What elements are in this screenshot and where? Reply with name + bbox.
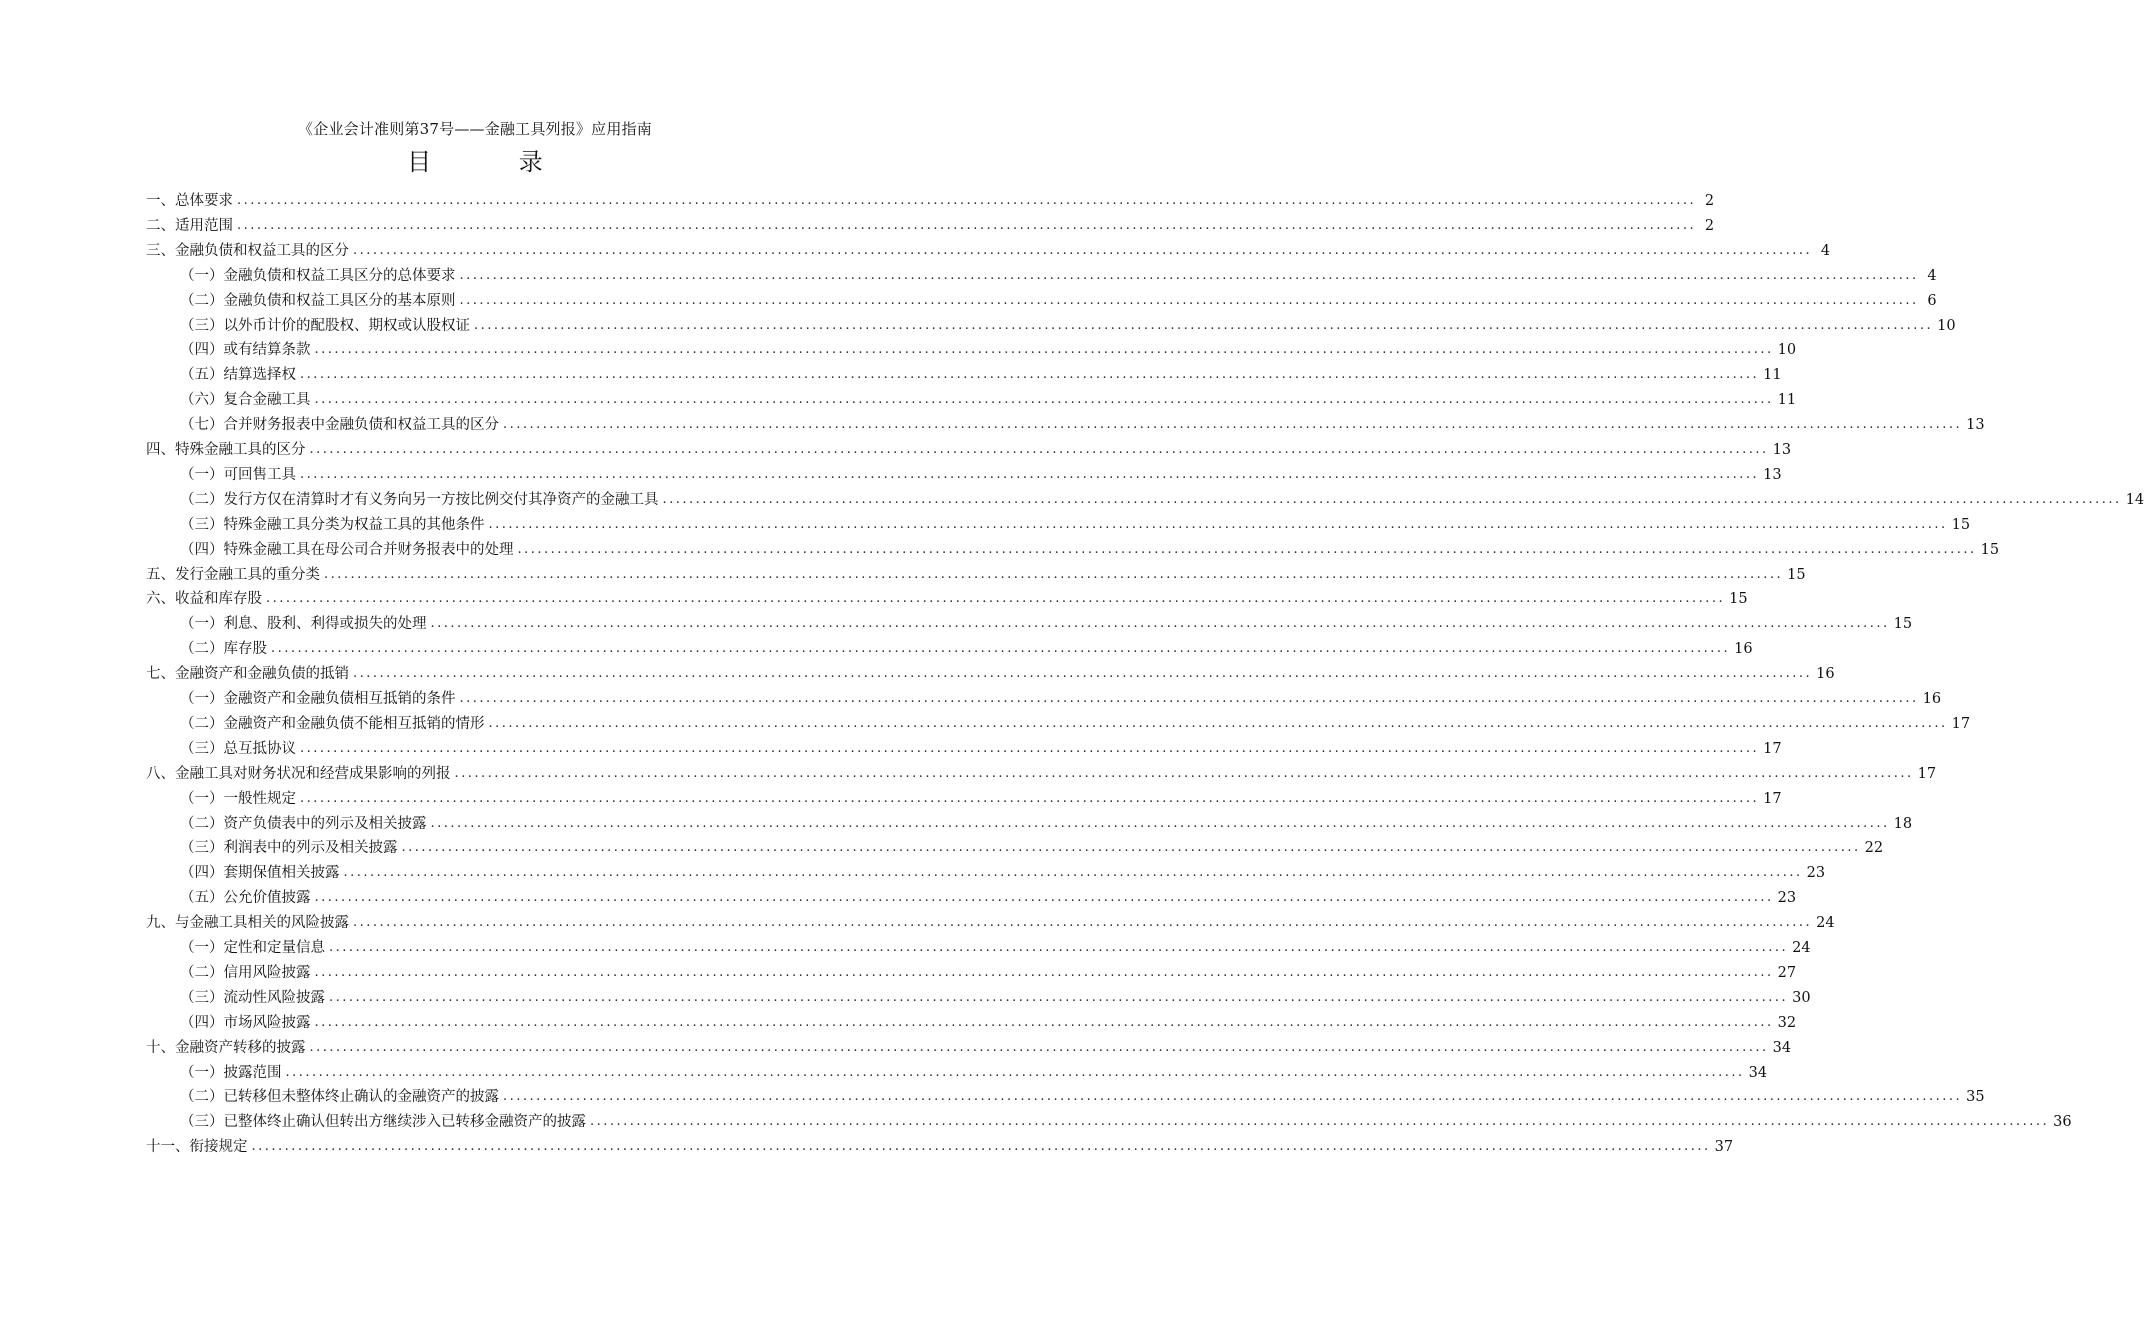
toc-entry[interactable] [180, 1086, 1985, 1108]
toc-entry-label: 七、金融资产和金融负债的抵销 [146, 666, 349, 683]
toc-entry-page: 11 [1777, 392, 1797, 409]
toc-entry[interactable] [180, 489, 2144, 511]
toc-entry-page: 15 [1893, 616, 1913, 633]
toc-leader-dots: ............................................................................................................................................................................................................................ [488, 516, 1948, 532]
toc-entry[interactable] [180, 613, 1913, 635]
toc-entry[interactable] [146, 1136, 1734, 1158]
toc-entry-label: （七）合并财务报表中金融负债和权益工具的区分 [180, 417, 499, 434]
toc-entry-label: （三）总互抵协议 [180, 740, 296, 757]
toc-leader-dots: ............................................................................................................................................................................................................................ [314, 342, 1774, 358]
toc-leader-dots: ............................................................................................................................................................................................................................ [237, 217, 1697, 233]
toc-entry-page: 30 [1792, 989, 1811, 1006]
toc-leader-dots: ............................................................................................................................................................................................................................ [309, 442, 1769, 457]
toc-leader-dots: ............................................................................................................................................................................................................................ [343, 865, 1803, 881]
toc-entry-page: 32 [1777, 1014, 1797, 1031]
toc-entry-label: （一）金融资产和金融负债相互抵销的条件 [180, 691, 456, 707]
toc-entry[interactable] [180, 688, 1942, 710]
toc-entry-label: （一）金融负债和权益工具区分的总体要求 [180, 267, 456, 284]
toc-entry-label: （二）信用风险披露 [180, 964, 311, 981]
toc-entry-page: 17 [1951, 715, 1971, 732]
toc-entry[interactable] [180, 265, 1937, 287]
toc-entry-page: 10 [1777, 342, 1797, 359]
toc-entry-label: （三）特殊金融工具分类为权益工具的其他条件 [180, 516, 485, 533]
toc-leader-dots: ............................................................................................................................................................................................................................ [662, 491, 2122, 507]
toc-entry-label: 十、金融资产转移的披露 [146, 1039, 306, 1056]
toc-entry-page: 34 [1772, 1039, 1792, 1056]
toc-entry-label: 三、金融负债和权益工具的区分 [146, 242, 349, 259]
toc-entry-label: （四）市场风险披露 [180, 1014, 311, 1031]
document-subtitle: 《企业会计准则第37号——金融工具列报》应用指南 [298, 120, 652, 138]
toc-entry-page: 4 [1820, 242, 1831, 259]
toc-entry[interactable] [146, 439, 1792, 461]
toc-leader-dots: ............................................................................................................................................................................................................................ [324, 566, 1784, 582]
toc-entry-page: 36 [2053, 1114, 2072, 1131]
toc-leader-dots: ............................................................................................................................................................................................................................ [300, 466, 1760, 482]
toc-entry-label: 九、与金融工具相关的风险披露 [146, 915, 349, 932]
toc-leader-dots: ............................................................................................................................................................................................................................ [285, 1064, 1745, 1080]
toc-entry[interactable] [146, 588, 1748, 610]
toc-entry-page: 15 [1787, 566, 1806, 583]
toc-entry-page: 16 [1816, 666, 1835, 683]
toc-entry-label: （四）套期保值相关披露 [180, 865, 340, 882]
toc-entry-page: 23 [1806, 865, 1826, 882]
toc-entry-page: 6 [1927, 292, 1937, 309]
toc-entry-label: 八、金融工具对财务状况和经营成果影响的列报 [146, 765, 451, 782]
toc-entry[interactable] [180, 514, 1971, 536]
toc-leader-dots: ............................................................................................................................................................................................................................ [309, 1039, 1769, 1055]
toc-entry-page: 13 [1966, 417, 1985, 434]
toc-entry-label: （五）公允价值披露 [180, 890, 311, 907]
toc-entry-page: 2 [1704, 217, 1715, 234]
toc-leader-dots: ............................................................................................................................................................................................................................ [401, 840, 1861, 856]
toc-entry-label: （二）金融资产和金融负债不能相互抵销的情形 [180, 715, 485, 732]
toc-entry-label: （六）复合金融工具 [180, 392, 311, 409]
toc-leader-dots: ............................................................................................................................................................................................................................ [474, 317, 1934, 333]
toc-leader-dots: ............................................................................................................................................................................................................................ [271, 641, 1731, 657]
toc-entry-label: （三）已整体终止确认但转出方继续涉入已转移金融资产的披露 [180, 1114, 586, 1131]
toc-leader-dots: ............................................................................................................................................................................................................................ [430, 815, 1890, 831]
toc-leader-dots: ............................................................................................................................................................................................................................ [503, 417, 1963, 433]
toc-leader-dots: ............................................................................................................................................................................................................................ [454, 765, 1914, 781]
toc-entry-page: 24 [1816, 915, 1835, 932]
toc-leader-dots: ............................................................................................................................................................................................................................ [517, 541, 1977, 557]
toc-entry-page: 18 [1893, 815, 1913, 832]
toc-entry-label: 六、收益和库存股 [146, 591, 262, 608]
toc-entry[interactable] [180, 962, 1797, 984]
toc-entry[interactable] [180, 339, 1797, 361]
toc-entry[interactable] [146, 663, 1835, 685]
toc-entry[interactable] [146, 215, 1715, 237]
toc-entry[interactable] [146, 564, 1806, 586]
toc-entry-label: （一）利息、股利、利得或损失的处理 [180, 616, 427, 633]
toc-entry-label: （一）披露范围 [180, 1064, 282, 1081]
toc-entry[interactable] [146, 912, 1835, 934]
toc-entry[interactable] [180, 1062, 1768, 1084]
toc-entry-label: （一）可回售工具 [180, 466, 296, 483]
toc-leader-dots: ............................................................................................................................................................................................................................ [459, 292, 1919, 308]
toc-entry-page: 2 [1704, 193, 1715, 209]
toc-entry[interactable] [180, 315, 1956, 337]
toc-leader-dots: ............................................................................................................................................................................................................................ [314, 890, 1774, 906]
toc-entry-label: （四）或有结算条款 [180, 342, 311, 359]
toc-entry-page: 15 [1729, 591, 1748, 608]
toc-leader-dots: ............................................................................................................................................................................................................................ [353, 242, 1813, 258]
toc-entry[interactable] [180, 738, 1782, 760]
toc-entry-page: 14 [2125, 491, 2144, 508]
toc-leader-dots: ............................................................................................................................................................................................................................ [314, 1014, 1774, 1030]
toc-entry-label: （二）已转移但未整体终止确认的金融资产的披露 [180, 1089, 499, 1106]
toc-entry[interactable] [180, 813, 1913, 835]
toc-entry-page: 27 [1777, 964, 1797, 981]
toc-leader-dots: ............................................................................................................................................................................................................................ [503, 1089, 1963, 1105]
toc-entry-page: 13 [1763, 466, 1782, 483]
toc-leader-dots: ............................................................................................................................................................................................................................ [430, 616, 1890, 632]
toc-entry-page: 16 [1922, 691, 1942, 707]
toc-entry-page: 24 [1792, 940, 1811, 956]
toc-entry[interactable] [180, 887, 1797, 909]
toc-entry[interactable] [180, 539, 2000, 561]
toc-entry[interactable] [180, 464, 1782, 486]
toc-entry[interactable] [180, 364, 1782, 386]
toc-entry-label: （四）特殊金融工具在母公司合并财务报表中的处理 [180, 541, 514, 558]
toc-entry-page: 17 [1917, 765, 1937, 782]
toc-entry-label: （三）以外币计价的配股权、期权或认股权证 [180, 317, 470, 334]
toc-entry[interactable] [180, 837, 1884, 859]
toc-entry-page: 16 [1734, 641, 1753, 658]
toc-entry-page: 17 [1763, 740, 1782, 757]
toc-entry-page: 22 [1864, 840, 1884, 857]
toc-leader-dots: ............................................................................................................................................................................................................................ [488, 715, 1948, 731]
toc-entry-page: 11 [1763, 367, 1782, 384]
toc-leader-dots: ............................................................................................................................................................................................................................ [314, 392, 1774, 408]
toc-entry[interactable] [146, 763, 1937, 785]
toc-entry[interactable] [180, 862, 1826, 884]
toc-leader-dots: ............................................................................................................................................................................................................................ [590, 1114, 2050, 1130]
toc-leader-dots: ............................................................................................................................................................................................................................ [459, 691, 1919, 706]
toc-leader-dots: ............................................................................................................................................................................................................................ [237, 193, 1697, 208]
toc-entry-page: 15 [1951, 516, 1971, 533]
toc-entry[interactable] [180, 788, 1782, 810]
toc-entry-label: 五、发行金融工具的重分类 [146, 566, 320, 583]
toc-leader-dots: ............................................................................................................................................................................................................................ [353, 666, 1813, 682]
toc-entry[interactable] [180, 389, 1797, 411]
toc-entry-label: （一）一般性规定 [180, 790, 296, 807]
toc-entry[interactable] [180, 713, 1971, 735]
toc-entry-label: 一、总体要求 [146, 193, 233, 209]
toc-entry-page: 4 [1927, 267, 1937, 284]
toc-entry-label: （三）利润表中的列示及相关披露 [180, 840, 398, 857]
toc-entry[interactable] [146, 240, 1831, 262]
toc-entry-label: 二、适用范围 [146, 217, 233, 234]
toc-entry[interactable] [180, 638, 1753, 660]
toc-leader-dots: ............................................................................................................................................................................................................................ [314, 964, 1774, 980]
toc-entry-label: （二）资产负债表中的列示及相关披露 [180, 815, 427, 832]
toc-entry-page: 10 [1937, 317, 1956, 334]
toc-entry-page: 15 [1980, 541, 2000, 558]
toc-entry-page: 23 [1777, 890, 1797, 907]
toc-entry-label: 十一、衔接规定 [146, 1139, 248, 1156]
toc-leader-dots: ............................................................................................................................................................................................................................ [300, 367, 1760, 383]
toc-entry-label: 四、特殊金融工具的区分 [146, 442, 306, 458]
toc-entry-page: 35 [1966, 1089, 1985, 1106]
toc-entry[interactable] [180, 290, 1937, 312]
toc-entry-label: （二）库存股 [180, 641, 267, 658]
toc-entry[interactable] [180, 937, 1811, 959]
toc-entry-page: 37 [1714, 1139, 1734, 1156]
toc-entry[interactable] [146, 1037, 1792, 1059]
toc-entry-label: （五）结算选择权 [180, 367, 296, 384]
toc-entry-label: （三）流动性风险披露 [180, 989, 325, 1006]
toc-leader-dots: ............................................................................................................................................................................................................................ [300, 740, 1760, 756]
toc-entry-page: 34 [1748, 1064, 1768, 1081]
toc-leader-dots: ............................................................................................................................................................................................................................ [459, 267, 1919, 283]
toc-leader-dots: ............................................................................................................................................................................................................................ [300, 790, 1760, 806]
toc-leader-dots: ............................................................................................................................................................................................................................ [329, 989, 1789, 1005]
toc-entry-label: （一）定性和定量信息 [180, 940, 325, 956]
toc-entry-label: （二）金融负债和权益工具区分的基本原则 [180, 292, 456, 309]
toc-leader-dots: ............................................................................................................................................................................................................................ [251, 1139, 1711, 1155]
toc-entry-page: 13 [1772, 442, 1792, 458]
toc-entry[interactable] [180, 987, 1811, 1009]
toc-entry[interactable] [180, 414, 1985, 436]
toc-entry[interactable] [180, 1111, 2072, 1133]
toc-leader-dots: ............................................................................................................................................................................................................................ [353, 915, 1813, 931]
toc-entry[interactable] [180, 1012, 1797, 1034]
toc-leader-dots: ............................................................................................................................................................................................................................ [266, 591, 1726, 607]
toc-leader-dots: ............................................................................................................................................................................................................................ [329, 940, 1789, 955]
toc-entry-label: （二）发行方仅在清算时才有义务向另一方按比例交付其净资产的金融工具 [180, 491, 659, 508]
toc-entry-page: 17 [1763, 790, 1782, 807]
page-title: 目 录 [407, 148, 583, 176]
toc-entry[interactable] [146, 190, 1715, 212]
